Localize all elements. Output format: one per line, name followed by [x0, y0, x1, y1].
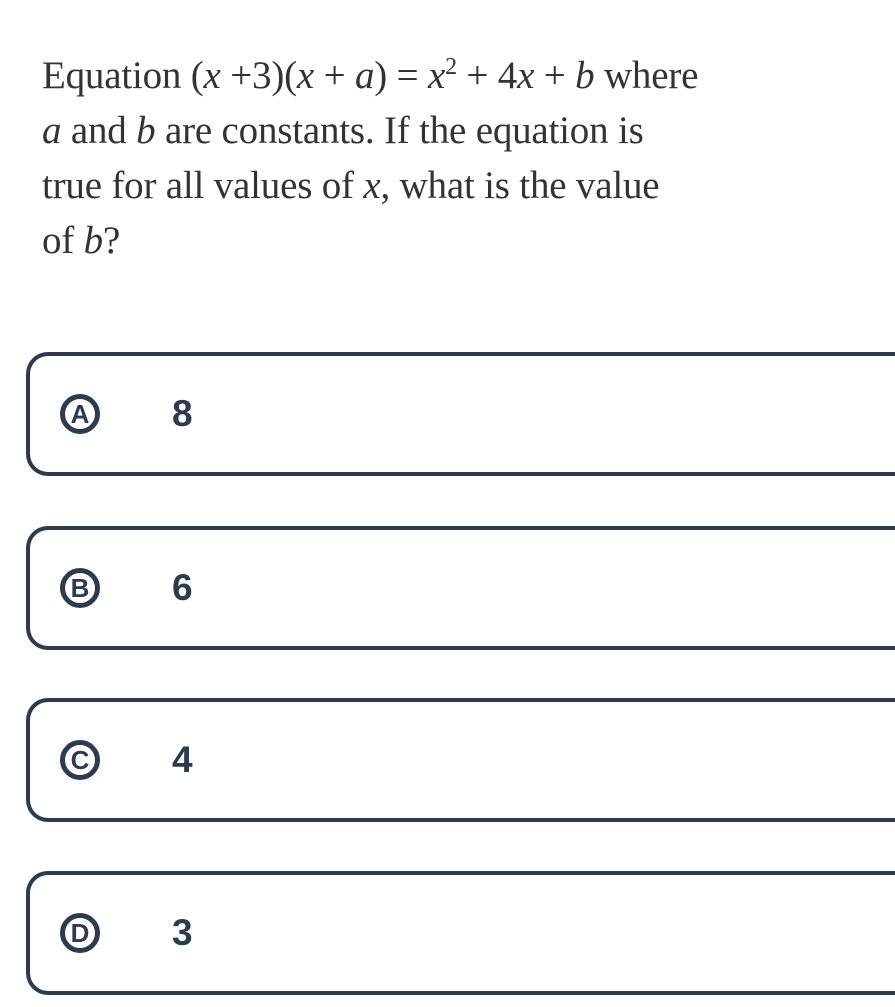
- question-text-segment: + 4: [456, 54, 518, 97]
- question-text-segment: are constants. If the equation is: [155, 109, 644, 152]
- choice-d-text: 3: [172, 912, 193, 953]
- answer-choice-d[interactable]: [26, 871, 895, 995]
- choice-letter-b-icon: B: [60, 568, 100, 608]
- answer-choice-b[interactable]: [26, 526, 895, 650]
- choice-letter-a-icon: A: [60, 394, 100, 434]
- question-text-segment: and: [61, 109, 137, 152]
- variable-b: b: [136, 109, 156, 152]
- choice-c-text: 4: [172, 739, 193, 780]
- variable-x: x: [363, 164, 381, 207]
- question-text-segment: +3)(: [220, 54, 297, 97]
- question-text-segment: +: [534, 54, 576, 97]
- variable-a: a: [42, 109, 62, 152]
- exponent: 2: [445, 54, 457, 80]
- question-line-4: [42, 213, 872, 268]
- choice-b-text: 6: [172, 567, 193, 608]
- question-text: [42, 48, 872, 268]
- question-text-segment: Equation (: [42, 54, 204, 97]
- variable-x: x: [517, 54, 535, 97]
- question-line-3: [42, 158, 872, 213]
- answer-choice-c[interactable]: [26, 698, 895, 822]
- question-text-segment: ) =: [374, 54, 428, 97]
- variable-b: b: [575, 54, 595, 97]
- choice-letter-d-icon: D: [60, 913, 100, 953]
- question-line-1: [42, 48, 872, 103]
- question-line-2: [42, 103, 872, 158]
- question-text-segment: ?: [102, 219, 121, 262]
- variable-x: x: [427, 54, 446, 97]
- variable-b: b: [83, 219, 103, 262]
- variable-x: x: [203, 54, 221, 97]
- question-text-segment: of: [42, 219, 84, 262]
- question-text-segment: , what is the value: [380, 164, 660, 207]
- question-text-segment: where: [594, 54, 699, 97]
- choice-a-text: 8: [172, 393, 193, 434]
- answer-choice-a[interactable]: [26, 352, 895, 476]
- question-text-segment: +: [314, 54, 355, 97]
- variable-x: x: [296, 54, 315, 97]
- choice-letter-c-icon: C: [60, 740, 100, 780]
- question-text-segment: true for all values of: [42, 164, 364, 207]
- variable-a: a: [354, 54, 375, 97]
